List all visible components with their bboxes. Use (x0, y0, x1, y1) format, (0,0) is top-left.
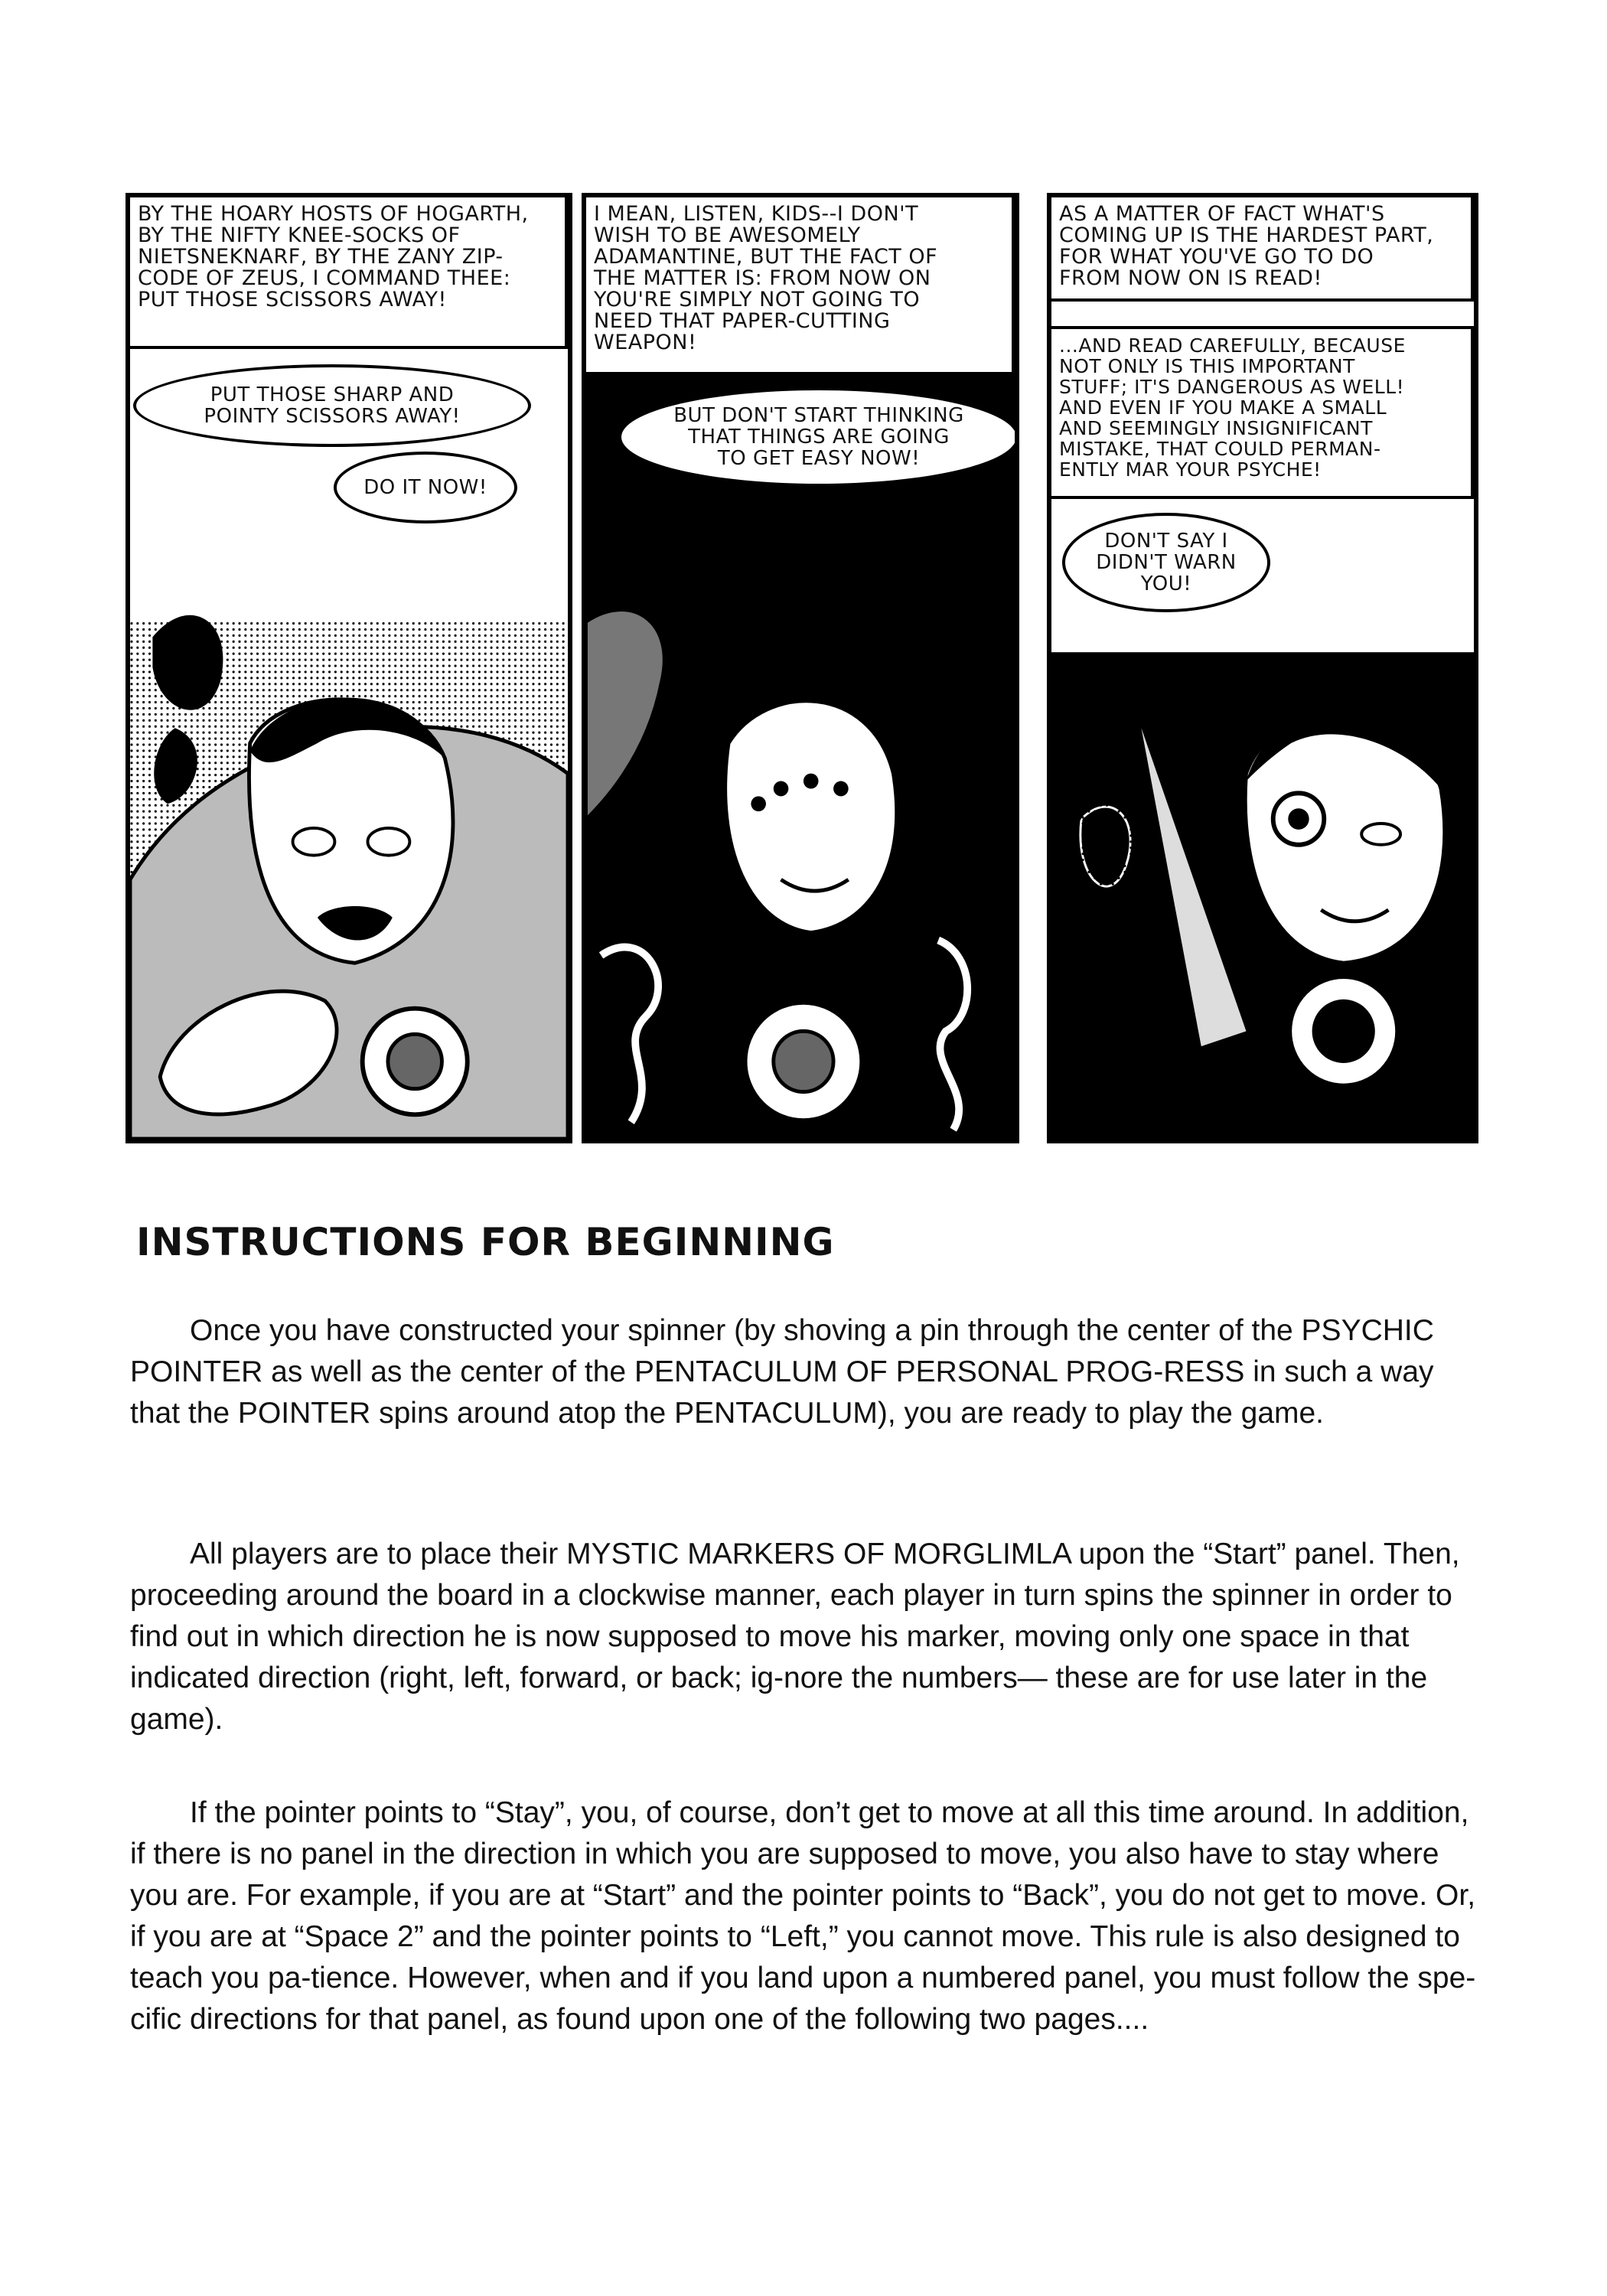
narration-caption: BY THE HOARY HOSTS OF HOGARTH, BY THE NIFTY KNEE-SOCKS OF NIETSNEKNARF, BY THE ZANY ZIP- CODE OF ZEUS, I COMMAND THEE: PUT THOSE SCISSORS AWAY! (130, 197, 568, 349)
comic-panel-2 (582, 193, 1019, 1143)
comic-panel-3 (1047, 193, 1478, 1143)
narration-caption: I MEAN, LISTEN, KIDS--I DON'T WISH TO BE AWESOMELY ADAMANTINE, BUT THE FACT OF THE MATTER IS: FROM NOW ON YOU'RE SIMPLY NOT GOING TO NEED THAT PAPER-CUTTING WEAPON! (586, 197, 1015, 375)
comic-panel-1 (125, 193, 572, 1143)
speech-bubble: BUT DON'T START THINKING THAT THINGS ARE GOING TO GET EASY NOW! (618, 387, 1019, 487)
speech-bubble: PUT THOSE SHARP AND POINTY SCISSORS AWAY! (133, 364, 531, 447)
paragraph-2: All players are to place their MYSTIC MARKERS OF MORGLIMLA upon the “Start” panel. Then, proceeding around the board in a clockwise manner, each player in turn spins the spinner in order to find out in which direction he is now supposed to move his marker, moving only one space in that indicated direction (right, left, forward, or back; ig-nore the numbers— these are for use later in the game). (130, 1538, 1460, 1736)
narration-caption-2: ...AND READ CAREFULLY, BECAUSE NOT ONLY IS THIS IMPORTANT STUFF; IT'S DANGEROUS AS WELL! AND EVEN IF YOU MAKE A SMALL AND SEEMINGLY INSIGNIFICANT MISTAKE, THAT COULD PERMAN- ENTLY MAR YOUR PSYCHE! (1051, 326, 1474, 499)
section-heading: INSTRUCTIONS FOR BEGINNING (136, 1220, 835, 1264)
narration-caption: AS A MATTER OF FACT WHAT'S COMING UP IS THE HARDEST PART, FOR WHAT YOU'VE GO TO DO FROM NOW ON IS READ! (1051, 197, 1474, 302)
speech-bubble: DON'T SAY I DIDN'T WARN YOU! (1062, 513, 1270, 612)
paragraph-3: If the pointer points to “Stay”, you, of course, don’t get to move at all this time around. In addition, if there is no panel in the direction in which you are supposed to move, you also have to stay where you are. For example, if you are at “Start” and the pointer points to “Back”, you do not get to move. Or, if you are at “Space 2” and the pointer points to “Left,” you cannot move. This rule is also designed to teach you pa-tience. However, when and if you land upon a numbered panel, you must follow the spe-cific directions for that panel, as found upon one of the following two pages.... (130, 1796, 1476, 2036)
paragraph-1: Once you have constructed your spinner (by shoving a pin through the center of the PSYCHIC POINTER as well as the center of the PENTACULUM OF PERSONAL PROG-RESS in such a way that the POINTER spins around atop the PENTACULUM), you are ready to play the game. (130, 1314, 1434, 1430)
speech-bubble: DO IT NOW! (334, 452, 517, 523)
